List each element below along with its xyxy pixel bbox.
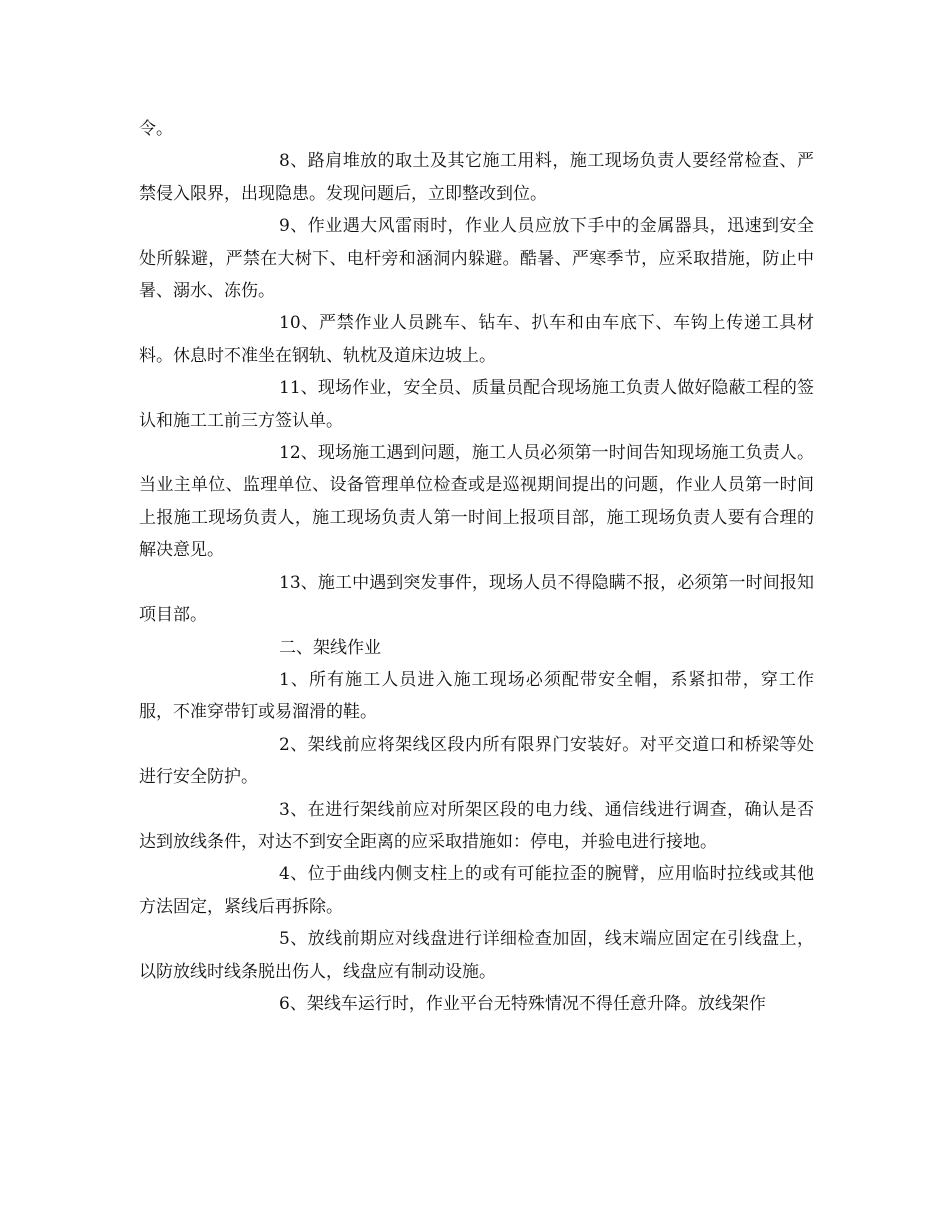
paragraph-item-12: 12、现场施工遇到问题，施工人员必须第一时间告知现场施工负责人。当业主单位、监理单位、设备管理单位检查或是巡视期间提出的问题，作业人员第一时间上报施工现场负责人，施工现场负责人第一时间上报项目部，施工现场负责人要有合理的解决意见。 xyxy=(139,443,814,561)
paragraph-item-6: 6、架线车运行时，作业平台无特殊情况不得任意升降。放线架作 xyxy=(279,993,766,1014)
paragraph-item-11: 11、现场作业，安全员、质量员配合现场施工负责人做好隐蔽工程的签认和施工工前三方签认单。 xyxy=(139,378,814,431)
paragraph-item-13: 13、施工中遇到突发事件，现场人员不得隐瞒不报，必须第一时间报知项目部。 xyxy=(139,572,814,626)
paragraph-item-3: 3、在进行架线前应对所架区段的电力线、通信线进行调查，确认是否达到放线条件，对达不到安全距离的应采取措施如：停电，并验电进行接地。 xyxy=(139,799,814,852)
paragraph-item-8: 8、路肩堆放的取土及其它施工用料，施工现场负责人要经常检查、严禁侵入限界，出现隐患。发现问题后，立即整改到位。 xyxy=(139,151,814,204)
section-heading: 二、架线作业 xyxy=(279,637,381,658)
paragraph-item-9: 9、作业遇大风雷雨时，作业人员应放下手中的金属器具，迅速到安全处所躲避，严禁在大树下、电杆旁和涵洞内躲避。酷暑、严寒季节，应采取措施，防止中暑、溺水、冻伤。 xyxy=(139,216,814,302)
document-page xyxy=(139,113,814,1020)
paragraph-item-5: 5、放线前期应对线盘进行详细检查加固，线末端应固定在引线盘上，以防放线时线条脱出伤人，线盘应有制动设施。 xyxy=(139,929,814,982)
paragraph-item-2: 2、架线前应将架线区段内所有限界门安装好。对平交道口和桥梁等处进行安全防护。 xyxy=(139,734,814,788)
paragraph-item-4: 4、位于曲线内侧支柱上的或有可能拉歪的腕臂，应用临时拉线或其他方法固定，紧线后再拆除。 xyxy=(139,864,814,917)
paragraph-item-1: 1、所有施工人员进入施工现场必须配带安全帽，系紧扣带，穿工作服，不准穿带钉或易溜滑的鞋。 xyxy=(139,669,814,723)
paragraph-continuation: 令。 xyxy=(139,119,173,139)
paragraph-item-10: 10、严禁作业人员跳车、钻车、扒车和由车底下、车钩上传递工具材料。休息时不准坐在钢轨、轨枕及道床边坡上。 xyxy=(139,313,814,366)
